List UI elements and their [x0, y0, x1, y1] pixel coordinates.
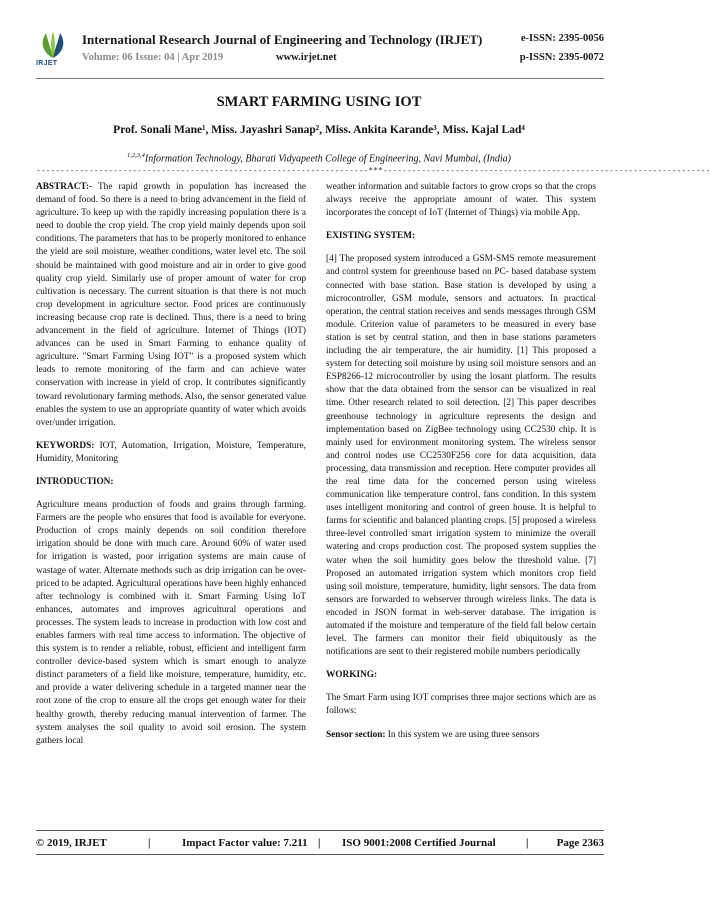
eissn: e-ISSN: 2395-0056 — [520, 33, 604, 44]
footer-rule-top — [36, 830, 604, 831]
footer-separator: | — [318, 837, 321, 849]
introduction-continued: weather information and suitable factors to grow crops so that the crops always receive the appropriate amount of water. This system incorporates the concept of IoT (Internet of Things) via mobile App. — [326, 182, 596, 219]
working-heading: WORKING: — [326, 670, 378, 681]
footer-separator: | — [526, 837, 529, 849]
abstract — [36, 181, 306, 430]
logo-text: IRJET — [36, 60, 58, 67]
irjet-logo — [36, 30, 70, 70]
volume-issue: Volume: 06 Issue: 04 | Apr 2019 — [82, 52, 224, 63]
separator-line: ---------------------------------------------------------------------***-------------------------------------------------------------------- — [36, 166, 710, 175]
paper-title: SMART FARMING USING IOT — [216, 94, 422, 110]
right-column — [326, 181, 596, 752]
sensor-section — [326, 729, 596, 742]
footer-impact-factor: Impact Factor value: 7.211 — [182, 837, 308, 849]
existing-system-heading: EXISTING SYSTEM: — [326, 231, 416, 242]
footer-page-number: Page 2363 — [556, 837, 604, 849]
footer-copyright: © 2019, IRJET — [36, 837, 107, 849]
footer-separator: | — [148, 837, 151, 849]
sensor-section-label: Sensor section: — [326, 729, 386, 740]
keywords-text: IOT, Automation, Irrigation, Moisture, Temperature, Humidity, Monitoring — [36, 440, 306, 464]
abstract-text: The rapid growth in population has increased the demand of food. So there is a need to bring advancement in the field of agriculture. To keep up with the rapidly increasing population there is a need to double the crop yield. The crop yield mainly depends upon soil conditions. The parameters that has to be properly monitored to enhance the yield are soil moisture, weather conditions, water level etc. The soil should be maintained with good moisture and air in order to give good quality crop yield. Similarly use of proper amount of water for crop cultivation is necessary. The current situation is that there is not much crop development in agriculture sector. Food prices are continuously increasing because crop rate is declined. Thus, there is a need to bring advancement in the field of agriculture. Internet of Things (IOT) advances can be used in Smart Farming to enhance quality of agriculture. "Smart Farming Using IOT" is a proposed system which leads to remote monitoring of the farm and can achieve water conservation with increase in yield of crop. It contributes significantly toward revolutionary farming methods. Also, the sensor generated value enables the system to use an appropriate quantity of water which avoids over/under irrigation. — [36, 182, 306, 428]
paper-affiliation — [0, 152, 638, 164]
leaf-logo-icon — [36, 30, 70, 60]
paper-authors: Prof. Sonali Mane¹, Miss. Jayashri Sanap², Miss. Ankita Karande³, Miss. Kajal Lad⁴ — [113, 124, 525, 136]
journal-name: International Research Journal of Engineering and Technology (IRJET) — [82, 32, 483, 47]
journal-website: www.irjet.net — [276, 52, 337, 63]
sensor-section-text: In this system we are using three sensors — [385, 729, 540, 740]
introduction-heading: INTRODUCTION: — [36, 476, 114, 487]
working-text: The Smart Farm using IOT comprises three major sections which are as follows: — [326, 693, 596, 717]
left-column — [36, 181, 306, 758]
header-rule — [36, 78, 604, 79]
existing-system-text: [4] The proposed system introduced a GSM-SMS remote measurement and control system for greenhouse based on PC- based database system connected with base station. Base station is developed by using a microcontroller, GSM module, sensors and actuators. In practical operation, the central station receives and sends messages through GSM module. Criterion value of parameters to be measured in every base station is set by central station, and then in base stations parameters including the air temperature, the air humidity. [1] This proposed a system for detecting soil moisture by using soil moisture sensors and an ESP8266-12 microcontroller by using the losant platform. The results show that the data obtained from the sensor can be visualized in real time. Other research related to soil detection. [2] This paper describes greenhouse technology in agriculture represents the design and implementation based on ZigBee technology using CC2530 chip. It is mainly used for environment monitoring system. The wireless sensor and control nodes use CC2530F256 core for data acquisition, data processing, data transmission and reception. Here computer provides all the real time data for the concerned person using wireless communication like temperature control, fans condition. In this system uses intelligent monitoring and control of green house. It is helpful to farms for scientific and balanced planting crops. [5] proposed a wireless three-level controlled smart irrigation system to minimize the overall watering and crops production cost. The proposed system supplies the water when the soil humidity goes below the threshold value. [7] Proposed an automated irrigation system which monitors crop field using soil moisture, temperature, humidity, light sensors. The data from sensors are forwarded to webserver through wireless links. The data is encoded in JSON format in web-server database. The irrigation is automated if the moisture and temperature of the field fall below certain level. The farmers can monitor their field ubiquitously as the notifications are sent to their registered mobile numbers periodically — [326, 254, 596, 658]
abstract-label: ABSTRACT:- — [36, 182, 93, 192]
keywords — [36, 440, 306, 466]
introduction-text: Agriculture means production of foods and grains through farming. Farmers are the people who ensures that food is available for everyone. Production of crops mainly depends on soil condition therefore irrigation should be done with much care. Around 60% of water used for irrigation is wasted, poor irrigation systems are main cause of wastage of water. Alternate methods such as drip irrigation can be over-priced to be adapted. Agricultural operations have been highly enhanced after technology is combined with it. Smart Farming Using IoT enhances, automates and improves agricultural operations and processes. The system leads to increase in production with low cost and enables farmers with real time access to information. The objective of this system is to render a reliable, robust, efficient and intelligent farm controller device-based system which is smart enough to analyze distinct parameters of a field like moisture, temperature, humidity, etc. and provide a water delivering schedule in a targeted manner near the root zone of the crop to ensure all the crops get enough water for their healthy growth, thereby reducing manual intervention of farmer. The system analyses the soil quality to avoid soil erosion. The system gathers local — [36, 500, 306, 746]
footer-rule-bottom — [36, 854, 604, 855]
keywords-label: KEYWORDS: — [36, 440, 95, 451]
footer-iso: ISO 9001:2008 Certified Journal — [342, 837, 496, 849]
affiliation-text: Information Technology, Bharati Vidyapeeth College of Engineering, Navi Mumbai, (India) — [144, 153, 511, 165]
affiliation-superscript: 1,2,3,4 — [127, 152, 145, 159]
pissn: p-ISSN: 2395-0072 — [519, 52, 604, 63]
journal-header — [36, 30, 604, 76]
